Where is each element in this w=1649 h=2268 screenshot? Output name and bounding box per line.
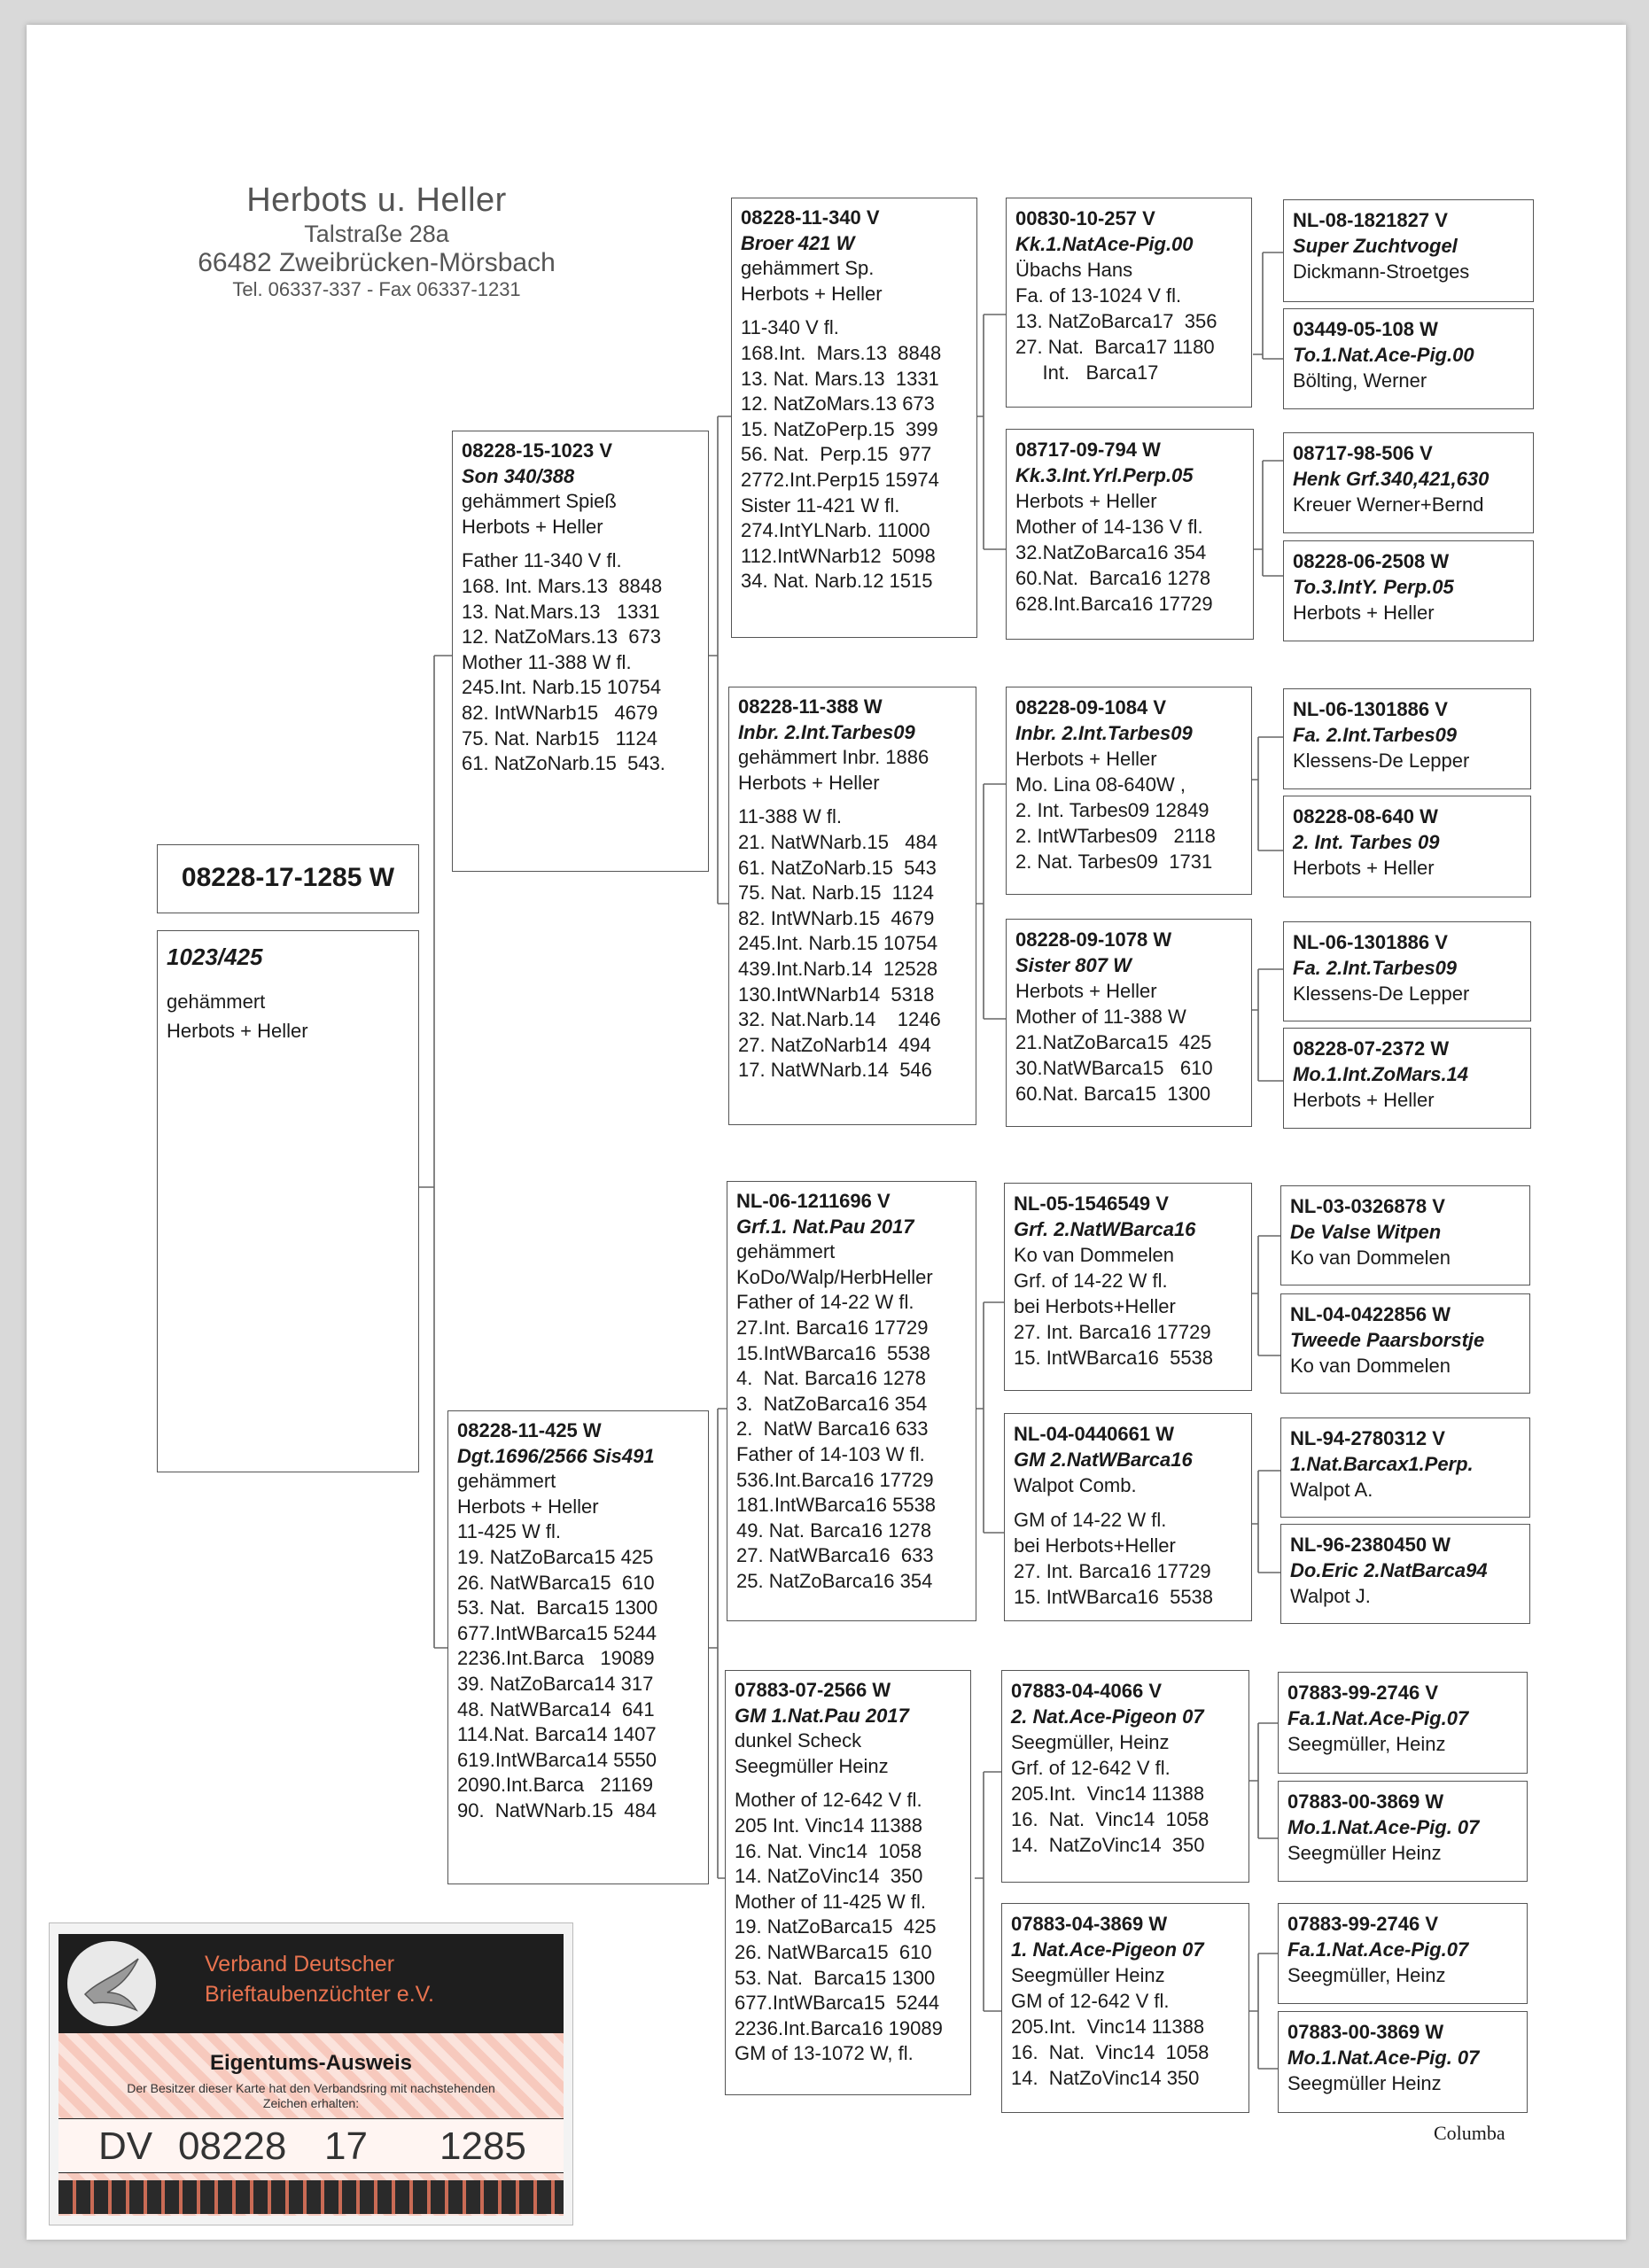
card-organization	[205, 1950, 434, 2010]
great-grandparent-detail: Int. Barca17	[1015, 361, 1159, 384]
grandparent-detail: 19. NatZoBarca15 425	[735, 1915, 937, 1938]
grandparent-detail: 16. Nat. Vinc14 1058	[735, 1839, 922, 1862]
great-grandparent-title: Inbr. 2.Int.Tarbes09	[1015, 722, 1193, 745]
ancestor-owner: Seegmüller, Heinz	[1287, 1964, 1446, 1987]
ancestor-ring: 07883-99-2746 V	[1287, 1913, 1439, 1935]
ancestor-title: Mo.1.Nat.Ace-Pig. 07	[1287, 1816, 1480, 1839]
great-grandparent-detail: Mother of 11-388 W	[1015, 1006, 1186, 1029]
great-grandparent-owner: Herbots + Heller	[1015, 490, 1157, 513]
father-detail: 168. Int. Mars.13 8848	[462, 574, 663, 597]
grandparent-detail: 82. IntWNarb.15 4679	[738, 906, 935, 929]
great-grandparent-ring: 08228-09-1084 V	[1015, 696, 1167, 718]
great-grandparent-ring: 07883-04-4066 V	[1011, 1680, 1163, 1702]
great-grandparent-title: 2. Nat.Ace-Pigeon 07	[1011, 1705, 1204, 1728]
ancestor-owner: Seegmüller Heinz	[1287, 2072, 1442, 2095]
ancestor-box	[1278, 1672, 1528, 1774]
ancestor-box	[1278, 2011, 1528, 2113]
ancestor-owner: Seegmüller Heinz	[1287, 1842, 1442, 1865]
great-grandparent-detail: 15. IntWBarca16 5538	[1014, 1347, 1214, 1370]
grandparent-detail: Mother of 12-642 V fl.	[735, 1789, 922, 1812]
ancestor-ring: NL-04-0422856 W	[1290, 1303, 1451, 1325]
grandparent-detail: 439.Int.Narb.14 12528	[738, 957, 938, 980]
great-grandparent-box	[1004, 1183, 1252, 1391]
grandparent-detail: 61. NatZoNarb.15 543	[738, 856, 937, 879]
grandparent-detail: 274.IntYLNarb. 11000	[741, 519, 930, 542]
grandparent-detail: 75. Nat. Narb.15 1124	[738, 882, 934, 905]
grandparent-detail: 56. Nat. Perp.15 977	[741, 443, 932, 466]
great-grandparent-detail: 628.Int.Barca16 17729	[1015, 593, 1213, 616]
ancestor-box	[1278, 1781, 1528, 1882]
great-grandparent-detail: 2. IntWTarbes09 2118	[1015, 825, 1216, 848]
ancestor-owner: Herbots + Heller	[1293, 857, 1435, 880]
great-grandparent-detail: Mother of 14-136 V fl.	[1015, 516, 1203, 539]
card-ring-number	[58, 2118, 564, 2173]
card-club: 08228	[178, 2124, 287, 2168]
ancestor-box	[1283, 796, 1531, 897]
great-grandparent-detail: 14. NatZoVinc14 350	[1011, 2067, 1200, 2090]
grandparent-ring: 08228-11-388 W	[738, 695, 883, 718]
great-grandparent-box	[1001, 1903, 1249, 2113]
grandparent-detail: 536.Int.Barca16 17729	[736, 1468, 934, 1491]
grandparent-line: Seegmüller Heinz	[735, 1754, 889, 1777]
great-grandparent-box	[1006, 687, 1252, 895]
great-grandparent-title: GM 2.NatWBarca16	[1014, 1449, 1193, 1472]
ancestor-title: Fa. 2.Int.Tarbes09	[1293, 724, 1458, 747]
ancestor-owner: Kreuer Werner+Bernd	[1293, 493, 1484, 517]
pigeon-box	[157, 930, 419, 1472]
great-grandparent-owner: Ko van Dommelen	[1014, 1244, 1174, 1267]
father-detail: 82. IntWNarb15 4679	[462, 701, 658, 724]
ancestor-title: Fa. 2.Int.Tarbes09	[1293, 957, 1458, 980]
ancestor-box	[1283, 1028, 1531, 1129]
ancestor-ring: NL-94-2780312 V	[1290, 1427, 1445, 1449]
grandparent-detail: GM of 13-1072 W, fl.	[735, 2042, 914, 2065]
brand-footer: Columba	[1434, 2122, 1505, 2144]
ancestor-title: Super Zuchtvogel	[1293, 235, 1458, 258]
card-org-line1: Verband Deutscher	[205, 1952, 395, 1977]
grandparent-detail: 181.IntWBarca16 5538	[736, 1494, 937, 1517]
great-grandparent-title: Grf. 2.NatWBarca16	[1014, 1218, 1196, 1241]
ancestor-title: Mo.1.Nat.Ace-Pig. 07	[1287, 2047, 1480, 2070]
grandparent-detail: 53. Nat. Barca15 1300	[735, 1966, 936, 1989]
ancestor-title: Mo.1.Int.ZoMars.14	[1293, 1063, 1469, 1086]
grandparent-detail: 205 Int. Vinc14 11388	[735, 1814, 923, 1837]
father-title: Son 340/388	[462, 464, 575, 487]
grandparent-detail: 13. Nat. Mars.13 1331	[741, 367, 939, 390]
father-box	[452, 431, 709, 872]
dove-logo-icon	[67, 1941, 156, 2026]
grandparent-detail: 4. Nat. Barca16 1278	[736, 1367, 927, 1390]
breeder-name: Herbots u. Heller	[246, 182, 507, 219]
mother-owner: Herbots + Heller	[457, 1495, 599, 1518]
ancestor-owner: Walpot A.	[1290, 1479, 1373, 1502]
ancestor-box	[1283, 432, 1534, 533]
mother-detail: 90. NatWNarb.15 484	[457, 1798, 657, 1821]
grandparent-title: GM 1.Nat.Pau 2017	[735, 1704, 909, 1727]
great-grandparent-detail: Grf. of 12-642 V fl.	[1011, 1757, 1171, 1780]
mother-detail: 11-425 W fl.	[457, 1520, 561, 1543]
great-grandparent-title: 1. Nat.Ace-Pigeon 07	[1011, 1938, 1204, 1961]
ancestor-owner: Herbots + Heller	[1293, 602, 1435, 625]
great-grandparent-detail: 2. Nat. Tarbes09 1731	[1015, 850, 1213, 874]
ancestor-ring: 07883-00-3869 W	[1287, 1790, 1444, 1813]
ancestor-title: Fa.1.Nat.Ace-Pig.07	[1287, 1707, 1469, 1730]
grandparent-line: gehämmert	[736, 1240, 836, 1263]
ancestor-owner: Ko van Dommelen	[1290, 1355, 1451, 1378]
ancestor-owner: Seegmüller, Heinz	[1287, 1733, 1446, 1756]
father-detail: Mother 11-388 W fl.	[462, 650, 632, 673]
great-grandparent-box	[1006, 429, 1254, 640]
breeder-street: Talstraße 28a	[304, 220, 449, 247]
great-grandparent-detail: 27. Int. Barca16 17729	[1014, 1321, 1211, 1344]
card-body	[58, 2033, 564, 2216]
ancestor-ring: NL-06-1301886 V	[1293, 931, 1448, 953]
father-ring: 08228-15-1023 V	[462, 439, 613, 462]
grandparent-detail: 130.IntWNarb14 5318	[738, 983, 935, 1006]
mother-title: Dgt.1696/2566 Sis491	[457, 1444, 655, 1467]
grandparent-line: gehämmert Inbr. 1886	[738, 746, 930, 769]
grandparent-line: Herbots + Heller	[741, 282, 883, 305]
grandparent-detail: 11-388 W fl.	[738, 805, 842, 828]
grandparent-ring: NL-06-1211696 V	[736, 1190, 891, 1212]
ancestor-title: 1.Nat.Barcax1.Perp.	[1290, 1453, 1474, 1476]
grandparent-detail: 34. Nat. Narb.12 1515	[741, 570, 933, 593]
grandparent-detail: Father of 14-22 W fl.	[736, 1291, 914, 1314]
ancestor-owner: Dickmann-Stroetges	[1293, 260, 1470, 284]
grandparent-line: KoDo/Walp/HerbHeller	[736, 1265, 933, 1288]
grandparent-ring: 07883-07-2566 W	[735, 1679, 891, 1701]
breeder-city: 66482 Zweibrücken-Mörsbach	[198, 247, 556, 277]
ancestor-owner: Walpot J.	[1290, 1585, 1371, 1608]
ancestor-ring: NL-06-1301886 V	[1293, 698, 1448, 720]
ancestor-title: To.1.Nat.Ace-Pig.00	[1293, 344, 1474, 367]
ancestor-ring: NL-03-0326878 V	[1290, 1195, 1445, 1217]
mother-detail: 677.IntWBarca15 5244	[457, 1621, 657, 1644]
great-grandparent-ring: NL-05-1546549 V	[1014, 1192, 1169, 1215]
great-grandparent-detail: 16. Nat. Vinc14 1058	[1011, 2041, 1210, 2064]
mother-detail: 619.IntWBarca14 5550	[457, 1748, 657, 1771]
great-grandparent-box	[1006, 198, 1252, 408]
great-grandparent-detail: 30.NatWBarca15 610	[1015, 1057, 1213, 1080]
grandparent-detail: 168.Int. Mars.13 8848	[741, 341, 942, 364]
mother-color: gehämmert	[457, 1470, 556, 1493]
great-grandparent-detail: 15. IntWBarca16 5538	[1014, 1586, 1214, 1609]
grandparent-detail: 32. Nat.Narb.14 1246	[738, 1008, 941, 1031]
great-grandparent-detail: 60.Nat. Barca15 1300	[1015, 1083, 1211, 1106]
grandparent-detail: 26. NatWBarca15 610	[735, 1940, 932, 1963]
mother-detail: 2236.Int.Barca 19089	[457, 1647, 655, 1670]
ancestor-ring: NL-08-1821827 V	[1293, 209, 1448, 231]
mother-ring: 08228-11-425 W	[457, 1419, 602, 1441]
pigeon-owner: Herbots + Heller	[167, 1020, 308, 1042]
grandparent-detail: 15.IntWBarca16 5538	[736, 1341, 930, 1364]
grandparent-detail: 27. NatWBarca16 633	[736, 1544, 934, 1567]
great-grandparent-owner: Herbots + Heller	[1015, 748, 1157, 771]
ancestor-title: Fa.1.Nat.Ace-Pig.07	[1287, 1938, 1469, 1961]
ancestor-box	[1280, 1293, 1530, 1394]
grandparent-box	[728, 687, 976, 1125]
card-heading: Eigentums-Ausweis	[209, 2051, 413, 2075]
great-grandparent-detail: 14. NatZoVinc14 350	[1011, 1834, 1205, 1857]
ancestor-owner: Bölting, Werner	[1293, 369, 1427, 392]
ancestor-box	[1280, 1418, 1530, 1518]
grandparent-detail: Mother of 11-425 W fl.	[735, 1890, 927, 1913]
ancestor-ring: 08717-98-506 V	[1293, 442, 1433, 464]
pigeon-title: 1023/425	[167, 944, 263, 970]
grandparent-detail: 3. NatZoBarca16 354	[736, 1392, 928, 1415]
ancestor-ring: 08228-06-2508 W	[1293, 550, 1450, 572]
great-grandparent-detail: 60.Nat. Barca16 1278	[1015, 567, 1211, 590]
great-grandparent-owner: Seegmüller, Heinz	[1011, 1731, 1170, 1754]
grandparent-detail: 245.Int. Narb.15 10754	[738, 932, 938, 955]
mother-detail: 26. NatWBarca15 610	[457, 1571, 655, 1594]
great-grandparent-box	[1006, 919, 1252, 1127]
father-detail: Father 11-340 V fl.	[462, 549, 622, 572]
grandparent-line: dunkel Scheck	[735, 1729, 862, 1752]
grandparent-detail: 25. NatZoBarca16 354	[736, 1569, 933, 1592]
pigeon-color: gehämmert	[167, 990, 266, 1013]
father-detail: 75. Nat. Narb15 1124	[462, 726, 657, 750]
great-grandparent-title: Kk.3.Int.Yrl.Perp.05	[1015, 464, 1194, 487]
grandparent-detail: 49. Nat. Barca16 1278	[736, 1518, 932, 1542]
grandparent-detail: 677.IntWBarca15 5244	[735, 1992, 940, 2015]
great-grandparent-ring: 07883-04-3869 W	[1011, 1913, 1168, 1935]
grandparent-detail: Sister 11-421 W fl.	[741, 493, 900, 517]
grandparent-detail: 27.Int. Barca16 17729	[736, 1316, 929, 1339]
card-number-value: 1285	[439, 2124, 526, 2168]
great-grandparent-detail: bei Herbots+Heller	[1014, 1534, 1176, 1557]
grandparent-detail: 112.IntWNarb12 5098	[741, 544, 936, 567]
grandparent-detail: 2. NatW Barca16 633	[736, 1418, 929, 1441]
grandparent-detail: 17. NatWNarb.14 546	[738, 1059, 932, 1082]
card-header	[58, 1934, 564, 2033]
great-grandparent-detail: 16. Nat. Vinc14 1058	[1011, 1808, 1210, 1831]
ancestor-ring: 08228-08-640 W	[1293, 805, 1438, 827]
grandparent-ring: 08228-11-340 V	[741, 206, 880, 229]
ancestor-box	[1283, 199, 1534, 302]
great-grandparent-detail: Grf. of 14-22 W fl.	[1014, 1270, 1168, 1293]
great-grandparent-owner: Walpot Comb.	[1014, 1474, 1137, 1497]
mother-detail: 114.Nat. Barca14 1407	[457, 1723, 657, 1746]
great-grandparent-detail: 27. Nat. Barca17 1180	[1015, 336, 1215, 359]
father-detail: 13. Nat.Mars.13 1331	[462, 600, 660, 623]
great-grandparent-detail: Fa. of 13-1024 V fl.	[1015, 284, 1182, 307]
father-owner: Herbots + Heller	[462, 515, 603, 538]
ancestor-title: Henk Grf.340,421,630	[1293, 468, 1490, 491]
great-grandparent-ring: NL-04-0440661 W	[1014, 1423, 1174, 1445]
grandparent-box	[727, 1181, 976, 1621]
grandparent-detail: Father of 14-103 W fl.	[736, 1442, 925, 1465]
grandparent-line: gehämmert Sp.	[741, 257, 875, 280]
mother-detail: 48. NatWBarca14 641	[457, 1697, 655, 1720]
ancestor-title: 2. Int. Tarbes 09	[1293, 831, 1440, 854]
mother-box	[447, 1410, 709, 1884]
great-grandparent-detail: Mo. Lina 08-640W ,	[1015, 773, 1186, 796]
grandparent-box	[725, 1670, 971, 2095]
breeder-phone: Tel. 06337-337 - Fax 06337-1231	[232, 278, 521, 301]
ancestor-box	[1283, 540, 1534, 641]
great-grandparent-ring: 00830-10-257 V	[1015, 207, 1155, 229]
great-grandparent-detail: 21.NatZoBarca15 425	[1015, 1031, 1212, 1054]
ancestor-title: To.3.IntY. Perp.05	[1293, 576, 1454, 599]
grandparent-title: Inbr. 2.Int.Tarbes09	[738, 720, 915, 743]
grandparent-title: Broer 421 W	[741, 231, 855, 254]
grandparent-detail: 15. NatZoPerp.15 399	[741, 417, 938, 440]
great-grandparent-detail: 2. Int. Tarbes09 12849	[1015, 799, 1210, 822]
father-detail: 245.Int. Narb.15 10754	[462, 676, 662, 699]
grandparent-detail: 2772.Int.Perp15 15974	[741, 468, 939, 491]
father-detail: 12. NatZoMars.13 673	[462, 625, 662, 649]
card-year: 17	[324, 2124, 368, 2168]
great-grandparent-ring: 08228-09-1078 W	[1015, 928, 1172, 951]
ancestor-title: De Valse Witpen	[1290, 1221, 1442, 1244]
ancestor-box	[1280, 1524, 1530, 1624]
grandparent-detail: 11-340 V fl.	[741, 316, 839, 339]
mother-detail: 53. Nat. Barca15 1300	[457, 1596, 658, 1619]
father-detail: 61. NatZoNarb.15 543.	[462, 752, 665, 775]
ancestor-box	[1283, 921, 1531, 1021]
ancestor-title: Do.Eric 2.NatBarca94	[1290, 1559, 1488, 1582]
great-grandparent-detail: bei Herbots+Heller	[1014, 1295, 1176, 1318]
ancestor-owner: Herbots + Heller	[1293, 1089, 1435, 1112]
ancestor-box	[1280, 1185, 1530, 1285]
great-grandparent-box	[1001, 1670, 1249, 1883]
card-subtext: Der Besitzer dieser Karte hat den Verbandsring mit nachstehenden Zeichen erhalten:	[127, 2081, 495, 2110]
grandparent-detail: 14. NatZoVinc14 350	[735, 1865, 923, 1888]
great-grandparent-detail: 205.Int. Vinc14 11388	[1011, 2016, 1205, 2039]
great-grandparent-title: Kk.1.NatAce-Pig.00	[1015, 233, 1194, 256]
great-grandparent-detail: GM of 12-642 V fl.	[1011, 1990, 1170, 2013]
great-grandparent-detail: 32.NatZoBarca16 354	[1015, 541, 1207, 564]
ancestor-box	[1278, 1903, 1528, 2004]
grandparent-detail: 12. NatZoMars.13 673	[741, 392, 935, 416]
ancestor-title: Tweede Paarsborstje	[1290, 1329, 1485, 1352]
ancestor-owner: Klessens-De Lepper	[1293, 983, 1470, 1006]
ancestor-ring: 03449-05-108 W	[1293, 318, 1438, 340]
ancestor-ring: 07883-00-3869 W	[1287, 2021, 1444, 2043]
card-pattern-strip	[58, 2180, 564, 2214]
grandparent-line: Herbots + Heller	[738, 771, 880, 794]
mother-detail: 19. NatZoBarca15 425	[457, 1545, 654, 1568]
great-grandparent-detail: 13. NatZoBarca17 356	[1015, 310, 1217, 333]
ancestor-box	[1283, 688, 1531, 789]
mother-detail: 39. NatZoBarca14 317	[457, 1672, 654, 1695]
great-grandparent-owner: Übachs Hans	[1015, 259, 1133, 282]
ancestor-owner: Klessens-De Lepper	[1293, 750, 1470, 773]
grandparent-detail: 21. NatWNarb.15 484	[738, 830, 938, 853]
grandparent-box	[731, 198, 977, 638]
mother-detail: 2090.Int.Barca 21169	[457, 1774, 653, 1797]
card-country: DV	[98, 2124, 153, 2168]
ancestor-box	[1283, 308, 1534, 409]
great-grandparent-title: Sister 807 W	[1015, 954, 1132, 977]
ancestor-ring: 08228-07-2372 W	[1293, 1037, 1450, 1060]
great-grandparent-detail: 27. Int. Barca16 17729	[1014, 1560, 1211, 1583]
great-grandparent-owner: Herbots + Heller	[1015, 980, 1157, 1003]
ancestor-ring: 07883-99-2746 V	[1287, 1682, 1439, 1704]
great-grandparent-ring: 08717-09-794 W	[1015, 439, 1161, 461]
ancestor-ring: NL-96-2380450 W	[1290, 1534, 1451, 1556]
great-grandparent-owner: Seegmüller Heinz	[1011, 1964, 1165, 1987]
grandparent-detail: 2236.Int.Barca16 19089	[735, 2016, 943, 2039]
great-grandparent-detail: 205.Int. Vinc14 11388	[1011, 1783, 1205, 1806]
card-org-line2: Brieftaubenzüchter e.V.	[205, 1981, 434, 2007]
father-color: gehämmert Spieß	[462, 490, 617, 513]
grandparent-detail: 27. NatZoNarb14 494	[738, 1033, 931, 1056]
grandparent-title: Grf.1. Nat.Pau 2017	[736, 1215, 914, 1238]
great-grandparent-detail: GM of 14-22 W fl.	[1014, 1509, 1167, 1532]
ownership-card	[49, 1922, 573, 2225]
pigeon-ring-number: 08228-17-1285 W	[157, 844, 419, 913]
great-grandparent-box	[1004, 1413, 1252, 1621]
ancestor-owner: Ko van Dommelen	[1290, 1247, 1451, 1270]
